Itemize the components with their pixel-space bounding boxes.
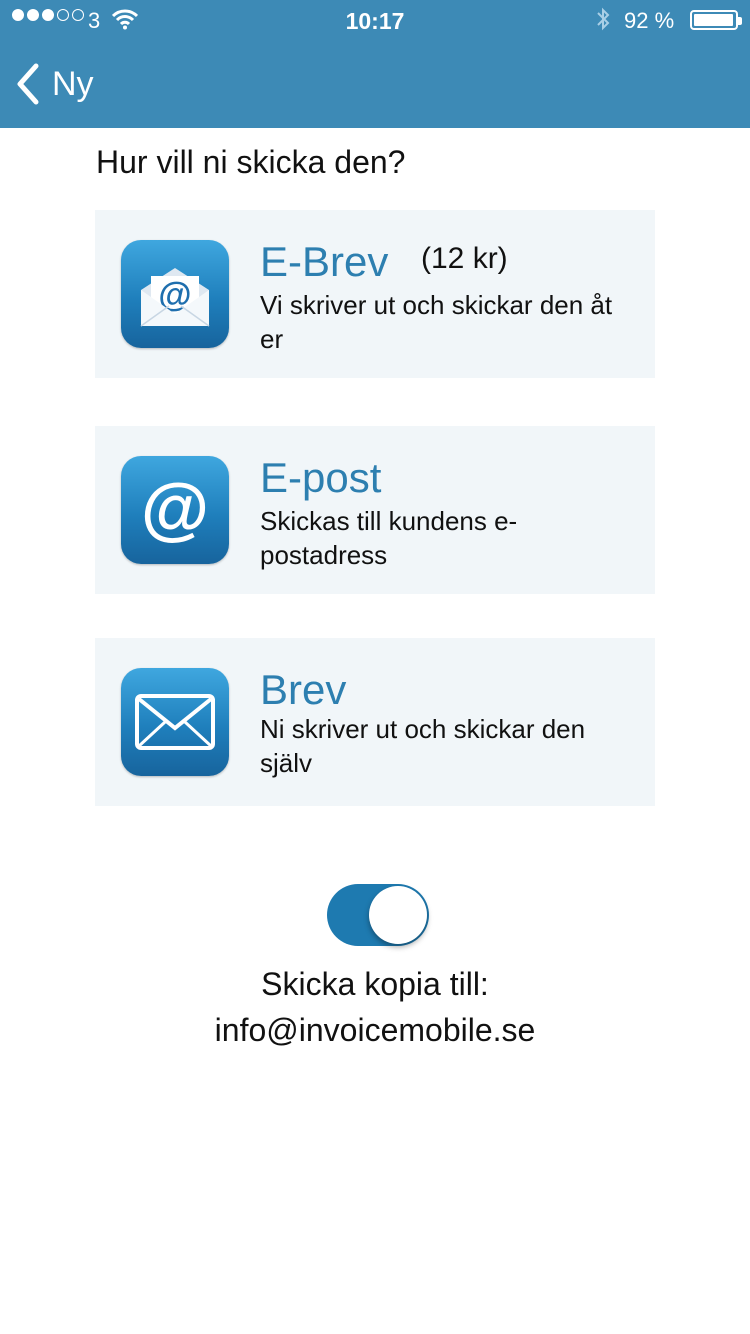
carrier-name: 3 (88, 8, 101, 33)
bluetooth-icon (595, 6, 611, 32)
option-e-post[interactable] (95, 426, 655, 594)
option-description: Ni skriver ut och skickar den själv (260, 714, 586, 778)
send-copy-label: Skicka kopia till: (261, 966, 489, 1002)
at-sign-icon (121, 456, 229, 564)
option-title: E-post (260, 454, 382, 501)
svg-text:@: @ (140, 469, 210, 547)
option-description: Vi skriver ut och skickar den åt er (260, 290, 613, 354)
send-copy-toggle[interactable] (327, 884, 429, 946)
envelope-at-icon (121, 240, 229, 348)
navigation-bar (0, 0, 750, 128)
battery-percent: 92 % (624, 8, 675, 33)
toggle-knob (369, 886, 427, 944)
option-title: E-Brev (260, 238, 389, 285)
envelope-icon (121, 668, 229, 776)
svg-text:@: @ (158, 276, 192, 314)
option-price: (12 kr) (421, 242, 508, 275)
back-button[interactable] (14, 58, 94, 110)
chevron-left-icon (14, 62, 40, 106)
option-e-brev[interactable] (95, 210, 655, 378)
page-prompt: Hur vill ni skicka den? (96, 144, 406, 180)
option-title: Brev (260, 666, 347, 713)
status-time: 10:17 (345, 8, 405, 34)
status-bar (0, 0, 750, 40)
battery-icon (690, 10, 738, 30)
send-copy-email: info@invoicemobile.se (214, 1012, 536, 1048)
option-brev[interactable] (95, 638, 655, 806)
back-label: Ny (52, 64, 94, 103)
option-description: Skickas till kundens e- postadress (260, 506, 518, 570)
